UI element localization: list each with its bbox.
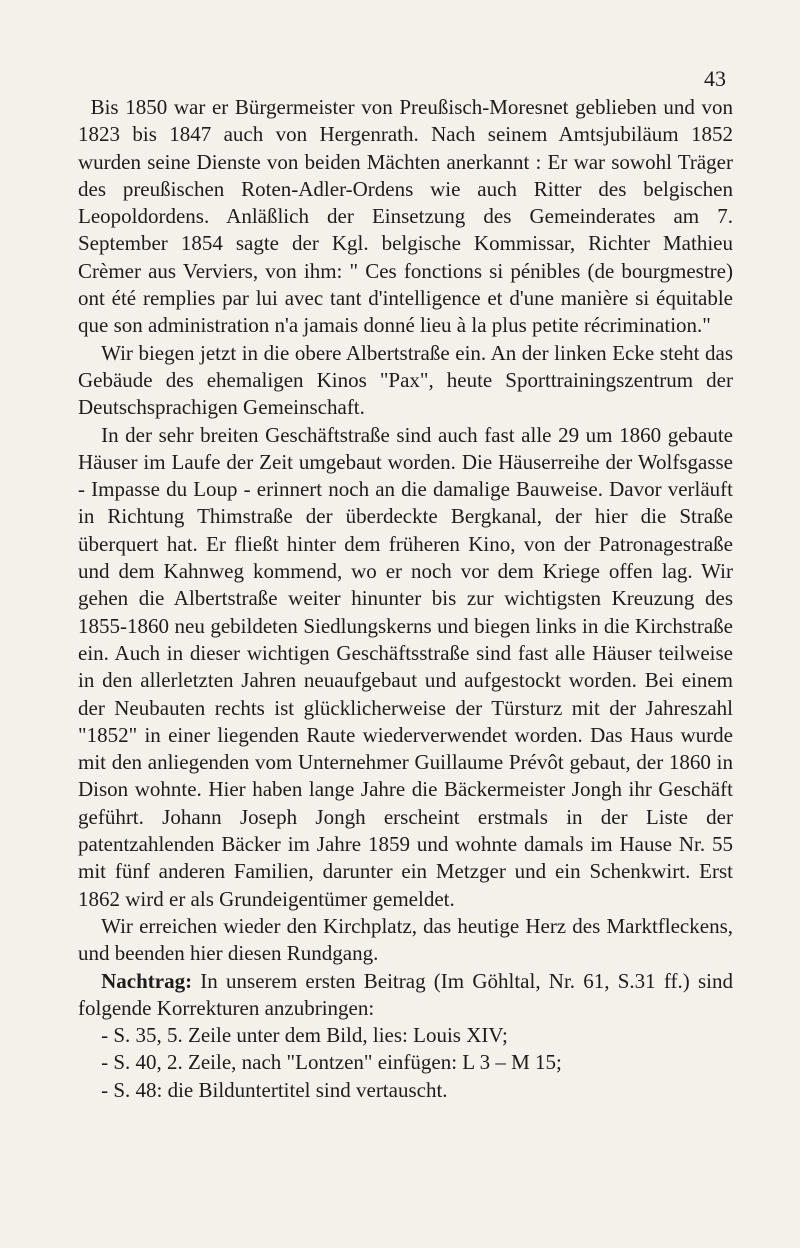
correction-item: - S. 35, 5. Zeile unter dem Bild, lies: Louis XIV; bbox=[101, 1023, 508, 1048]
nachtrag-label: Nachtrag: bbox=[101, 968, 193, 993]
paragraph-geschaeftstrasse: In der sehr breiten Geschäftstraße sind auch fast alle 29 um 1860 gebaute Häuser im Laufe der Zeit umgebaut worden. Die Häuserreihe der Wolfsgasse - Impasse du Loup - erinnert noch an die damalige Bauweise. Davor verläuft in Richtung Thimstraße der überdeckte Bergkanal, der hier die Straße überquert hat. Er fließt hinter dem früheren Kino, von der Patronagestraße und dem Kahnweg kommend, wo er noch vor dem Kriege offen lag. Wir gehen die Albertstraße weiter hinunter bis zur wichtigsten Kreuzung des 1855-1860 neu gebildeten Siedlungskerns und biegen links in die Kirchstraße ein. Auch in dieser wichtigen Geschäftsstraße sind fast alle Häuser teilweise in den allerletzten Jahren neuaufgebaut und aufgestockt worden. Bei einem der Neubauten rechts ist glücklicherweise der Türsturz mit der Jahreszahl "1852" in einer liegenden Raute wiederverwendet worden. Das Haus wurde mit den anliegenden vom Unternehmer Guillaume Prévôt gebaut, der 1860 in Dison wohnte. Hier haben lange Jahre die Bäckermeister Jongh ihr Geschäft geführt. Johann Joseph Jongh erscheint erstmals in der Liste der patentzahlenden Bäcker im Jahre 1859 und wohnte damals im Hause Nr. 55 mit fünf anderen Familien, darunter ein Metzger und ein Schenkwirt. Erst 1862 wird er als Grundeigentümer gemeldet. bbox=[78, 422, 733, 911]
body-text bbox=[78, 94, 733, 1104]
corrections-list bbox=[78, 1022, 733, 1104]
nachtrag-text: In unserem ersten Beitrag (Im Göhltal, Nr. 61, S.31 ff.) sind folgende Korrekturen anzubringen: bbox=[78, 968, 733, 1020]
nachtrag-paragraph bbox=[78, 968, 733, 1023]
page-number: 43 bbox=[704, 66, 726, 91]
paragraph-mayor: Bis 1850 war er Bürgermeister von Preußisch-Moresnet geblieben und von 1823 bis 1847 auch von Hergenrath. Nach seinem Amtsjubiläum 1852 wurden seine Dienste von beiden Mächten anerkannt : Er war sowohl Träger des preußischen Roten-Adler-Ordens wie auch Ritter des belgischen Leopoldordens. Anläßlich der Einsetzung des Gemeinderates am 7. September 1854 sagte der Kgl. belgische Kommissar, Richter Mathieu Crèmer aus Verviers, von ihm: " Ces fonctions si pénibles (de bourgmestre) ont été remplies par lui avec tant d'intelligence et d'une manière si équitable que son administration n'a jamais donné lieu à la plus petite récrimination." bbox=[78, 95, 733, 338]
paragraph-kirchplatz: Wir erreichen wieder den Kirchplatz, das heutige Herz des Marktfleckens, und beenden hier diesen Rundgang. bbox=[78, 913, 733, 966]
paragraph-albertstrasse: Wir biegen jetzt in die obere Albertstraße ein. An der linken Ecke steht das Gebäude des ehemaligen Kinos "Pax", heute Sporttrainingszentrum der Deutschsprachigen Gemeinschaft. bbox=[78, 340, 733, 420]
correction-item: - S. 48: die Bilduntertitel sind vertauscht. bbox=[101, 1077, 448, 1102]
correction-item: - S. 40, 2. Zeile, nach "Lontzen" einfügen: L 3 – M 15; bbox=[101, 1050, 562, 1075]
